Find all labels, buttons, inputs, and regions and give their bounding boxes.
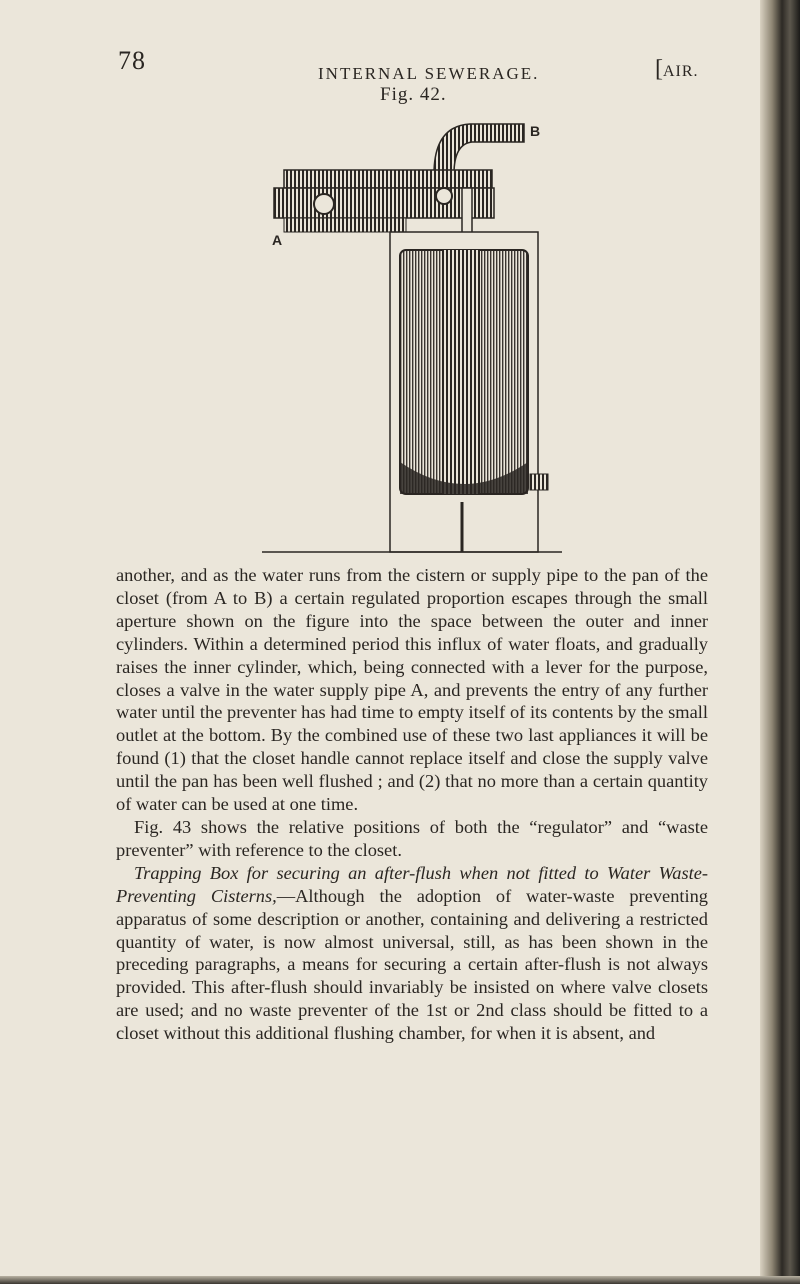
page-header <box>0 30 760 83</box>
figure-caption: Fig. 42. <box>380 84 447 105</box>
section-label: AIR. <box>663 63 699 80</box>
paragraph-heading: Trapping Box for securing an after-flush when not fitted to Water Waste-Preventing Cisterns, <box>116 862 708 906</box>
inner-cylinder-core <box>442 250 480 494</box>
valve-chamber <box>274 188 494 218</box>
valve-disc <box>314 194 334 214</box>
small-aperture <box>530 474 548 490</box>
outlet-pipe-to-b <box>434 124 524 174</box>
body-text <box>116 564 708 1045</box>
book-spine <box>760 0 800 1284</box>
paragraph: Fig. 43 shows the relative positions of both the “regulator” and “waste preventer” with reference to the closet. <box>116 816 708 860</box>
paragraph <box>116 862 708 1045</box>
running-head: INTERNAL SEWERAGE. <box>318 64 540 83</box>
page-number: 78 <box>118 46 146 75</box>
section-mark <box>655 56 699 83</box>
section-bracket: [ <box>655 56 663 82</box>
waste-preventer-figure <box>262 112 562 554</box>
page-bottom-edge <box>0 1276 800 1284</box>
supply-pipe-a <box>284 218 406 232</box>
label-a: A <box>272 232 283 248</box>
paragraph: another, and as the water runs from the cistern or supply pipe to the pan of the closet (from A to B) a certain regulated proportion escapes through the small aperture shown on the figure into the space between the outer and inner cylinders. Within a determined period this influx of water floats, and gradually raises the inner cylinder, which, being connected with a lever for the purpose, closes a valve in the water supply pipe A, and prevents the entry of any further water until the preventer has had time to empty itself of its contents by the small outlet at the bottom. By the combined use of these two last appliances it will be found (1) that the closet handle cannot replace itself and close the supply valve until the pan has been well flushed ; and (2) that no more than a certain quantity of water can be used at one time. <box>116 565 708 815</box>
paragraph-text: —Although the adoption of water-waste preventing apparatus of some description or another, containing and delivering a restricted quantity of water, is now almost universal, still, as has been shown in the preceding paragraphs, a means for securing a certain after-flush is not always provided. This after-flush should invariably be insisted on where valve closets are used; and no waste preventer of the 1st or 2nd class should be fitted to a closet without this additional flushing chamber, for when it is absent, and <box>116 885 708 1044</box>
waste-preventer-diagram <box>262 112 562 554</box>
valve-disc-right <box>436 188 452 204</box>
valve-chamber-top <box>284 170 492 188</box>
label-b: B <box>530 123 541 139</box>
